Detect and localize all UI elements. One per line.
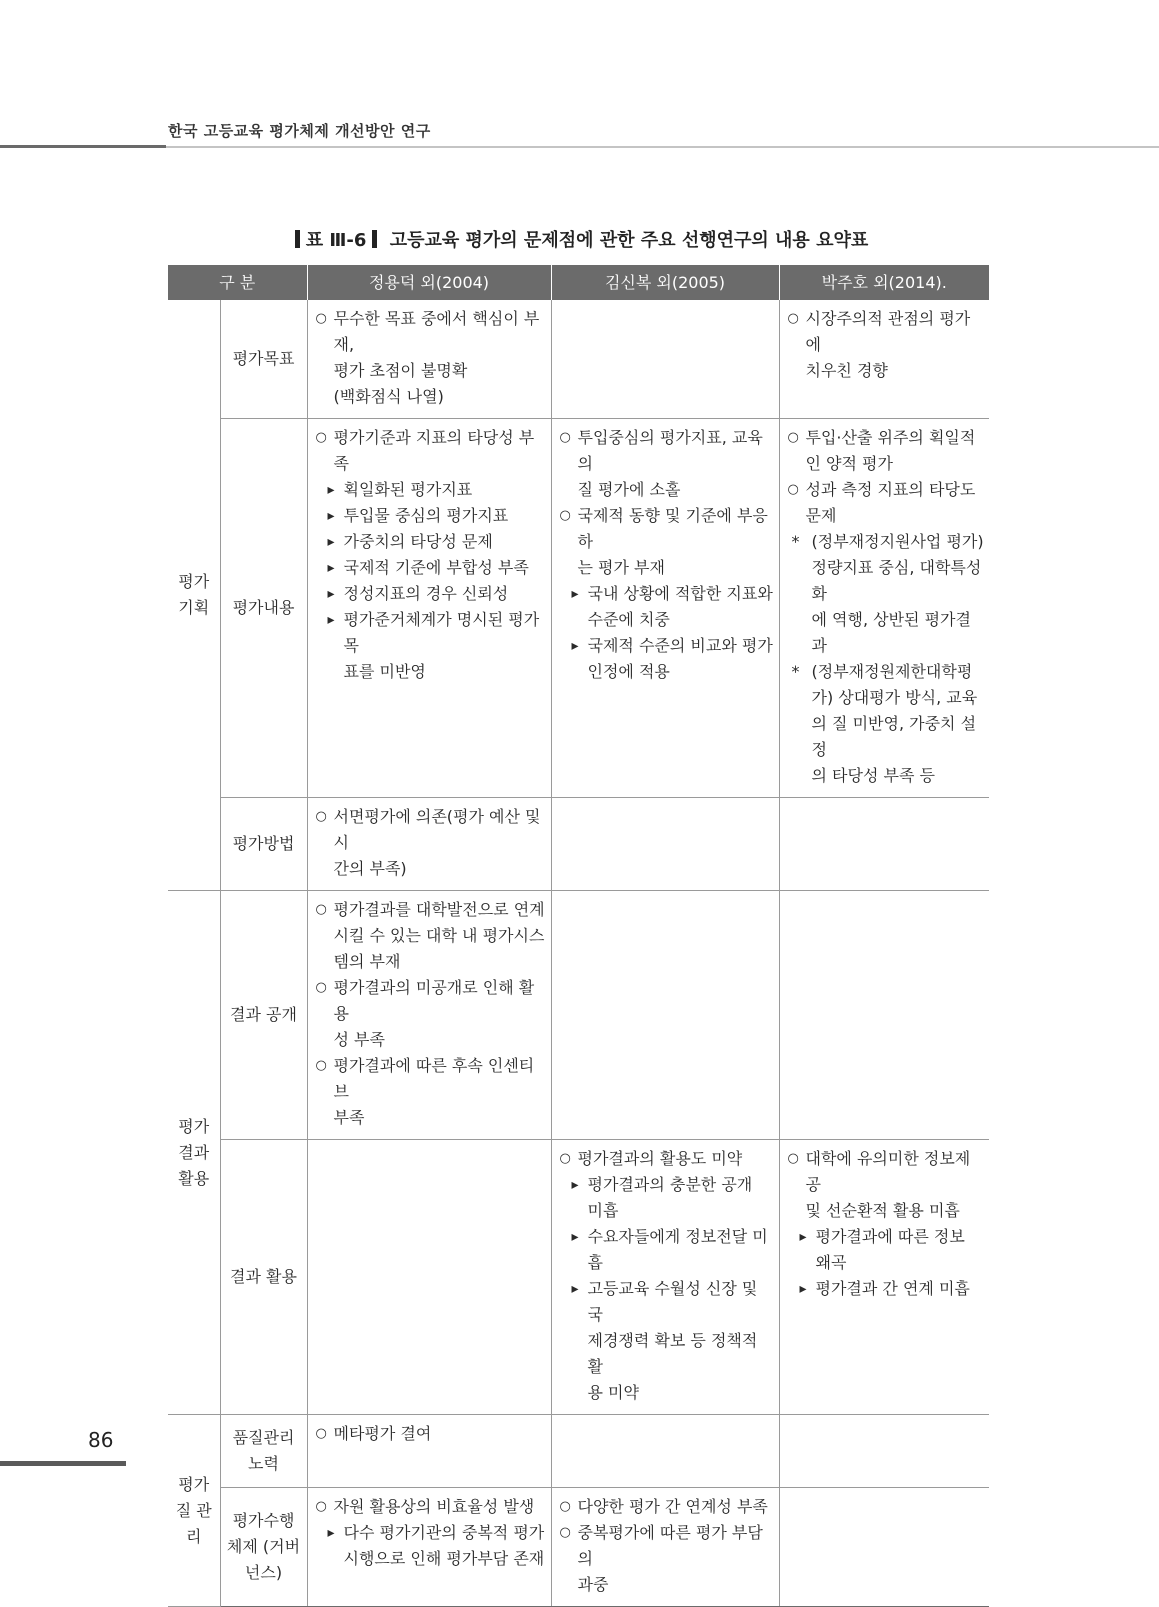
cell-line: 부족 bbox=[333, 1108, 365, 1127]
table-title bbox=[168, 226, 989, 252]
cell-line: 미흡 bbox=[587, 1201, 619, 1220]
cell-line: 과중 bbox=[577, 1575, 609, 1594]
table-row bbox=[168, 891, 989, 1140]
cell-line: ○ 평가결과의 미공개로 인해 활용 bbox=[314, 975, 546, 1027]
cell-line: ○ 자원 활용상의 비효율성 발생 bbox=[314, 1494, 546, 1520]
cell-line: ○ 국제적 동향 및 기준에 부응하 bbox=[558, 503, 774, 555]
cell-line: * (정부재정원제한대학평 bbox=[786, 659, 985, 685]
sub-label: 결과 공개 bbox=[220, 891, 307, 1140]
cell bbox=[307, 1488, 551, 1607]
cell-line: ▸ 다수 평가기관의 중복적 평가 bbox=[314, 1520, 546, 1546]
cell-line: 인정에 적용 bbox=[587, 662, 670, 681]
cell-line: ▸ 투입물 중심의 평가지표 bbox=[314, 503, 546, 529]
cell bbox=[779, 1488, 989, 1607]
cell-line: ○ 시장주의적 관점의 평가에 bbox=[786, 306, 985, 358]
cell-line: ○ 투입·산출 위주의 획일적 bbox=[786, 425, 985, 451]
cell bbox=[551, 419, 779, 798]
running-head: 한국 고등교육 평가체제 개선방안 연구 bbox=[168, 122, 431, 140]
cell-line: ▸ 가중치의 타당성 문제 bbox=[314, 529, 546, 555]
cell-line: 템의 부재 bbox=[333, 952, 401, 971]
group-label: 평가 결과 활용 bbox=[168, 891, 220, 1415]
cell-line: 평가 초점이 불명확 bbox=[333, 361, 468, 380]
table-row bbox=[168, 798, 989, 891]
cell bbox=[779, 419, 989, 798]
cell-line: 치우친 경향 bbox=[805, 361, 888, 380]
cell bbox=[307, 1140, 551, 1415]
table-title-label: 표 Ⅲ-6 bbox=[305, 230, 367, 251]
table-row bbox=[168, 1488, 989, 1607]
cell-line: 시행으로 인해 평가부담 존재 bbox=[343, 1549, 545, 1568]
cell-line: (백화점식 나열) bbox=[333, 387, 444, 406]
cell-line: ▸ 평가결과에 따른 정보 bbox=[786, 1224, 985, 1250]
cell-line: * (정부재정지원사업 평가) bbox=[786, 529, 985, 555]
cell bbox=[551, 1488, 779, 1607]
cell-line: 에 역행, 상반된 평가결과 bbox=[811, 610, 971, 655]
cell-line: 및 선순환적 활용 미흡 bbox=[805, 1201, 960, 1220]
cell-line: ○ 평가결과에 따른 후속 인센티브 bbox=[314, 1053, 546, 1105]
cell bbox=[551, 891, 779, 1140]
cell bbox=[307, 300, 551, 419]
cell bbox=[779, 300, 989, 419]
cell-line: ○ 성과 측정 지표의 타당도 bbox=[786, 477, 985, 503]
cell-line: 가) 상대평가 방식, 교육 bbox=[811, 688, 978, 707]
cell-line: ○ 무수한 목표 중에서 핵심이 부재, bbox=[314, 306, 546, 358]
cell-line: 간의 부족) bbox=[333, 859, 407, 878]
cell-line: ○ 중복평가에 따른 평가 부담의 bbox=[558, 1520, 774, 1572]
cell-line: 제경쟁력 확보 등 정책적 활 bbox=[587, 1331, 758, 1376]
cell-line: 시킬 수 있는 대학 내 평가시스 bbox=[333, 926, 545, 945]
sub-label: 품질관리 노력 bbox=[220, 1415, 307, 1488]
sub-label: 평가목표 bbox=[220, 300, 307, 419]
sub-label: 평가내용 bbox=[220, 419, 307, 798]
cell bbox=[779, 1140, 989, 1415]
cell-line: ▸ 평가결과의 충분한 공개 bbox=[558, 1172, 774, 1198]
cell bbox=[779, 1415, 989, 1488]
cell-line: ▸ 평가결과 간 연계 미흡 bbox=[786, 1276, 985, 1302]
cell bbox=[307, 891, 551, 1140]
cell-line: 용 미약 bbox=[587, 1383, 639, 1402]
cell-line: 의 타당성 부족 등 bbox=[811, 766, 935, 785]
cell-line: ▸ 국내 상황에 적합한 지표와 bbox=[558, 581, 774, 607]
cell bbox=[779, 798, 989, 891]
title-bar-right bbox=[372, 230, 377, 248]
table-row bbox=[168, 419, 989, 798]
cell-line: 인 양적 평가 bbox=[805, 454, 893, 473]
table-title-text: 고등교육 평가의 문제점에 관한 주요 선행연구의 내용 요약표 bbox=[389, 230, 869, 251]
cell-line: 문제 bbox=[805, 506, 837, 525]
title-bar-left bbox=[295, 230, 300, 248]
cell-line: ○ 평가기준과 지표의 타당성 부족 bbox=[314, 425, 546, 477]
cell-line: 표를 미반영 bbox=[343, 662, 426, 681]
cell bbox=[551, 300, 779, 419]
cell bbox=[551, 1140, 779, 1415]
cell-line: ○ 투입중심의 평가지표, 교육의 bbox=[558, 425, 774, 477]
cell bbox=[551, 1415, 779, 1488]
table-row bbox=[168, 1415, 989, 1488]
sub-label: 결과 활용 bbox=[220, 1140, 307, 1415]
cell-line: 왜곡 bbox=[815, 1253, 847, 1272]
cell-line: ▸ 수요자들에게 정보전달 미흡 bbox=[558, 1224, 774, 1276]
cell-line: ○ 메타평가 결여 bbox=[314, 1421, 546, 1447]
cell-line: 수준에 치중 bbox=[587, 610, 670, 629]
cell-line: ○ 대학에 유의미한 정보제공 bbox=[786, 1146, 985, 1198]
cell-line: ▸ 고등교육 수월성 신장 및 국 bbox=[558, 1276, 774, 1328]
header-study-2005: 김신복 외(2005) bbox=[551, 265, 779, 300]
group-label: 평가 기획 bbox=[168, 300, 220, 891]
cell-line: 정량지표 중심, 대학특성화 bbox=[811, 558, 982, 603]
cell-line: 의 질 미반영, 가중치 설정 bbox=[811, 714, 977, 759]
header-row bbox=[168, 265, 989, 300]
header-study-2014: 박주호 외(2014). bbox=[779, 265, 989, 300]
cell-line: 는 평가 부재 bbox=[577, 558, 665, 577]
cell-line: ▸ 국제적 수준의 비교와 평가 bbox=[558, 633, 774, 659]
cell-line: 성 부족 bbox=[333, 1030, 385, 1049]
cell-line: ▸ 정성지표의 경우 신뢰성 bbox=[314, 581, 546, 607]
sub-label: 평가수행 체제 (거버넌스) bbox=[220, 1488, 307, 1607]
cell-line: ▸ 획일화된 평가지표 bbox=[314, 477, 546, 503]
cell-line: ○ 평가결과를 대학발전으로 연계 bbox=[314, 897, 546, 923]
header-rule-light bbox=[166, 146, 1159, 148]
group-label: 평가 질 관리 bbox=[168, 1415, 220, 1607]
table-row bbox=[168, 300, 989, 419]
cell bbox=[307, 1415, 551, 1488]
summary-table bbox=[168, 265, 989, 1607]
cell bbox=[307, 798, 551, 891]
cell bbox=[307, 419, 551, 798]
sub-label: 평가방법 bbox=[220, 798, 307, 891]
cell bbox=[551, 798, 779, 891]
footer-rule bbox=[0, 1461, 126, 1466]
header-category: 구 분 bbox=[168, 265, 307, 300]
cell-line: ○ 다양한 평가 간 연계성 부족 bbox=[558, 1494, 774, 1520]
cell-line: ▸ 국제적 기준에 부합성 부족 bbox=[314, 555, 546, 581]
cell-line: ▸ 평가준거체계가 명시된 평가목 bbox=[314, 607, 546, 659]
cell bbox=[779, 891, 989, 1140]
page-number: 86 bbox=[88, 1428, 114, 1452]
table-row bbox=[168, 1140, 989, 1415]
cell-line: ○ 서면평가에 의존(평가 예산 및 시 bbox=[314, 804, 546, 856]
header-rule bbox=[0, 145, 166, 148]
header-study-2004: 정용덕 외(2004) bbox=[307, 265, 551, 300]
cell-line: 질 평가에 소홀 bbox=[577, 480, 681, 499]
cell-line: ○ 평가결과의 활용도 미약 bbox=[558, 1146, 774, 1172]
